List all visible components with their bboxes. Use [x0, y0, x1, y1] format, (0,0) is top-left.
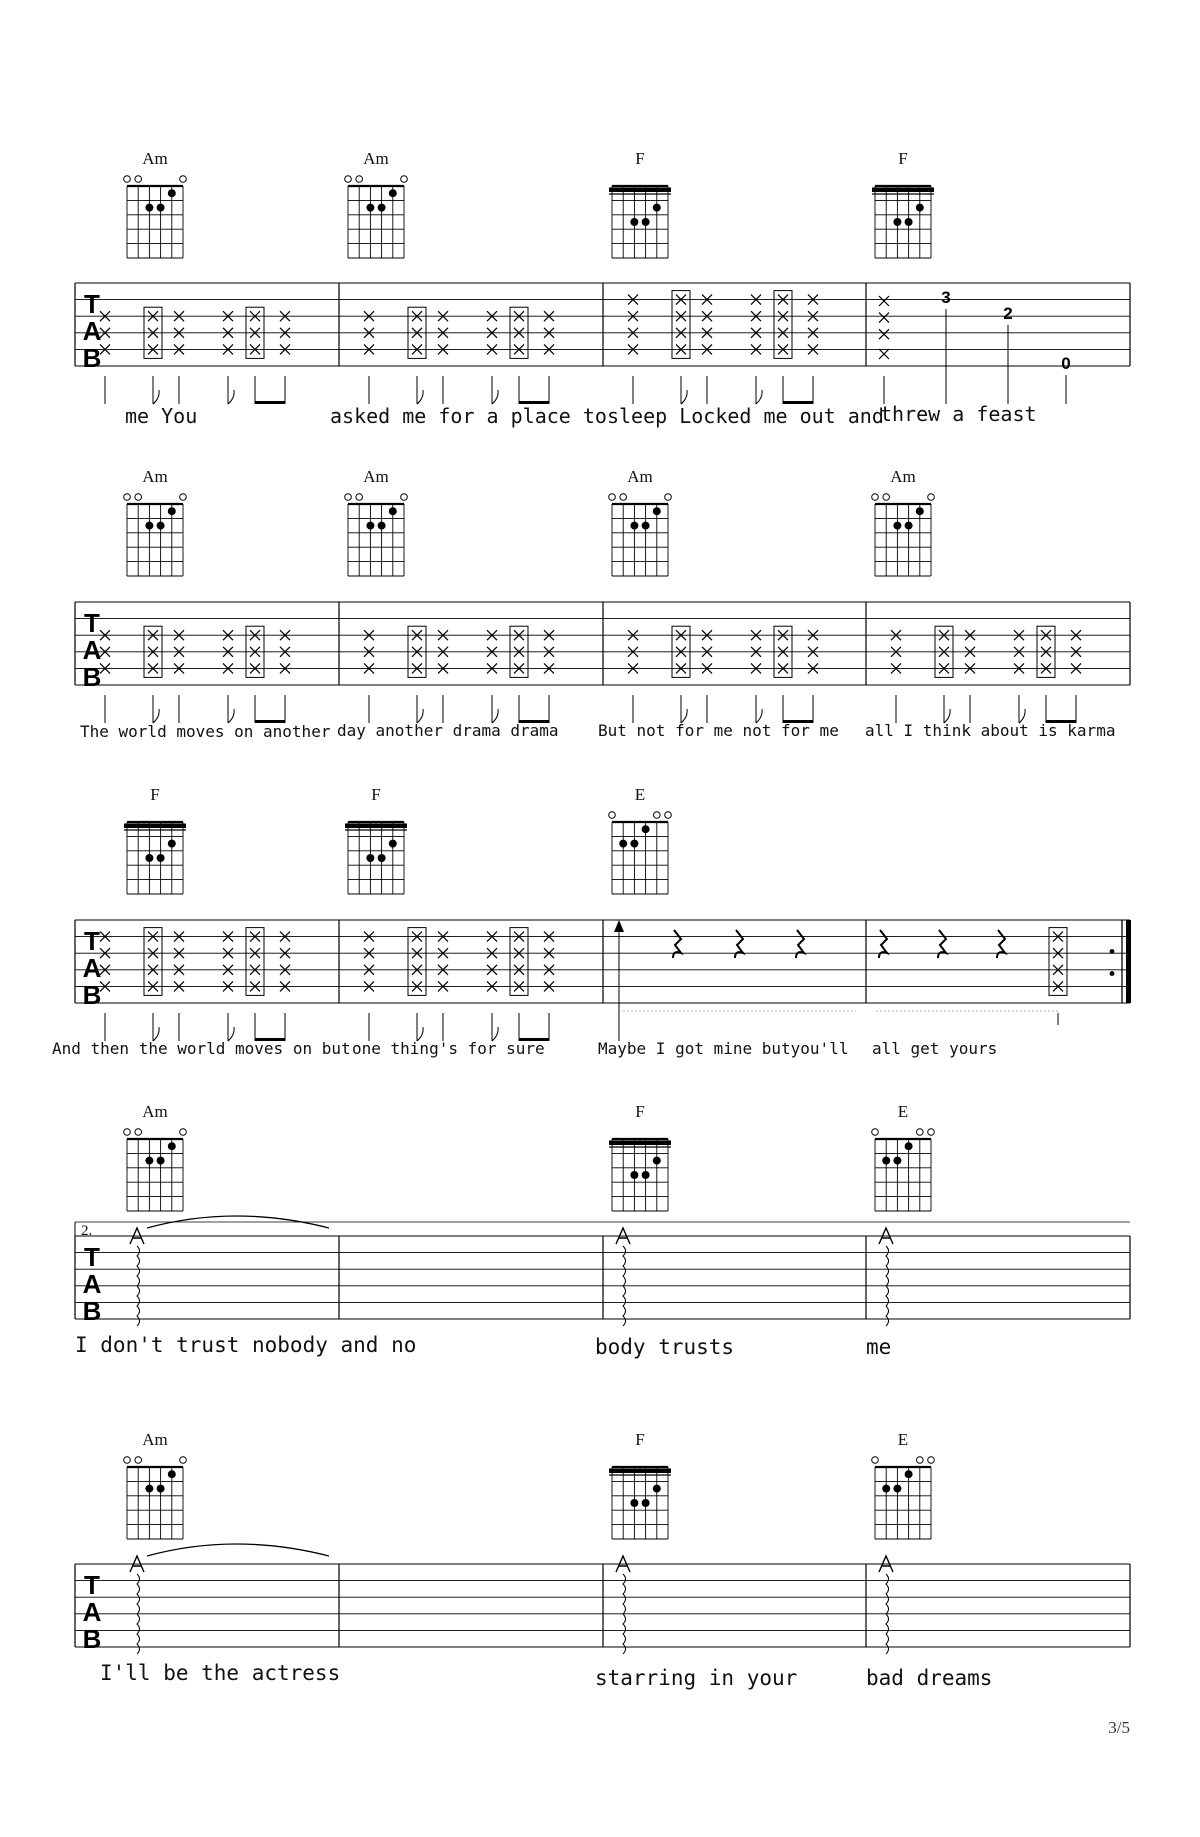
quarter-rest — [938, 930, 946, 958]
dead-note-x — [879, 349, 889, 359]
open-string-mark — [180, 494, 187, 501]
open-string-mark — [401, 494, 408, 501]
open-string-mark — [135, 1457, 142, 1464]
repeat-thick-bar — [1126, 920, 1131, 1003]
system-row — [75, 1544, 1130, 1690]
chord-name: Am — [142, 467, 168, 486]
lyric-text: day another drama drama — [337, 721, 559, 740]
tab-clef-b: B — [82, 1296, 102, 1326]
chord-name: Am — [363, 149, 389, 168]
lyric-text: body trusts — [595, 1335, 735, 1359]
open-string-mark — [609, 494, 616, 501]
quarter-rest — [673, 930, 681, 958]
finger-dot — [893, 1485, 901, 1493]
open-string-mark — [917, 1129, 924, 1136]
chord-name: E — [634, 785, 646, 804]
tab-clef-t: T — [84, 608, 100, 638]
open-string-mark — [356, 176, 363, 183]
finger-dot — [378, 204, 386, 212]
lyric-text: all get yours — [872, 1039, 998, 1058]
finger-dot — [145, 522, 153, 530]
chord-diagram — [872, 1430, 935, 1539]
finger-dot — [916, 507, 924, 515]
finger-dot — [145, 1157, 153, 1165]
finger-dot — [145, 1485, 153, 1493]
finger-dot — [630, 522, 638, 530]
open-string-mark — [124, 176, 131, 183]
tab-clef-t: T — [84, 926, 100, 956]
lyric-text: And then the world moves on but — [52, 1039, 351, 1058]
system-row — [75, 1216, 1130, 1359]
finger-dot — [905, 522, 913, 530]
barre-bar — [609, 1141, 671, 1146]
chord-diagram — [872, 467, 935, 576]
finger-dot — [642, 218, 650, 226]
tab-clef-a: A — [82, 953, 102, 983]
finger-dot — [157, 522, 165, 530]
chord-diagram — [124, 1430, 187, 1539]
tab-clef-a: A — [82, 635, 102, 665]
finger-dot — [168, 507, 176, 515]
open-string-mark — [124, 1129, 131, 1136]
accent-box — [246, 928, 264, 996]
finger-dot — [168, 840, 176, 848]
finger-dot — [378, 522, 386, 530]
dead-note-x — [879, 296, 889, 306]
chord-diagram — [609, 467, 672, 576]
quarter-rest — [735, 930, 743, 958]
chord-name: Am — [142, 149, 168, 168]
lyric-text: one thing's for sure — [352, 1039, 545, 1058]
chord-diagram — [124, 149, 187, 258]
accent-box — [510, 928, 528, 996]
eighth-flag — [228, 390, 234, 404]
barre-bar — [609, 188, 671, 193]
chord-name: E — [897, 1430, 909, 1449]
lyric-text: bad dreams — [866, 1666, 993, 1690]
chord-name: Am — [363, 467, 389, 486]
finger-dot — [619, 840, 627, 848]
barre-bar — [124, 824, 186, 829]
finger-dot — [157, 1485, 165, 1493]
eighth-flag — [417, 390, 423, 404]
finger-dot — [630, 1499, 638, 1507]
finger-dot — [168, 1142, 176, 1150]
open-string-mark — [620, 494, 627, 501]
eighth-flag — [681, 390, 687, 404]
system-row — [52, 920, 1131, 1058]
open-string-mark — [180, 1129, 187, 1136]
accent-box — [774, 291, 792, 359]
finger-dot — [642, 1171, 650, 1179]
open-string-mark — [345, 494, 352, 501]
tab-clef-b: B — [82, 662, 102, 692]
finger-dot — [630, 1171, 638, 1179]
finger-dot — [366, 854, 374, 862]
open-string-mark — [180, 176, 187, 183]
tab-clef-a: A — [82, 1269, 102, 1299]
eighth-flag — [153, 390, 159, 404]
chord-name: F — [635, 149, 645, 168]
finger-dot — [882, 1485, 890, 1493]
lyric-text: The world moves on another — [80, 722, 331, 741]
fret-number: 0 — [1061, 354, 1071, 373]
finger-dot — [145, 204, 153, 212]
finger-dot — [905, 1470, 913, 1478]
open-string-mark — [401, 176, 408, 183]
chord-diagram — [872, 149, 934, 258]
open-string-mark — [356, 494, 363, 501]
quarter-rest — [796, 930, 804, 958]
chord-diagram — [609, 1102, 671, 1211]
open-string-mark — [345, 176, 352, 183]
open-string-mark — [928, 494, 935, 501]
eighth-flag — [228, 709, 234, 723]
finger-dot — [642, 522, 650, 530]
lyric-text: Maybe I got mine butyou'll — [598, 1039, 849, 1058]
open-string-mark — [872, 1129, 879, 1136]
open-string-mark — [180, 1457, 187, 1464]
chord-name: F — [150, 785, 160, 804]
open-string-mark — [124, 1457, 131, 1464]
open-string-mark — [872, 494, 879, 501]
accent-box — [408, 928, 426, 996]
finger-dot — [157, 854, 165, 862]
chord-name: Am — [627, 467, 653, 486]
finger-dot — [893, 1157, 901, 1165]
chord-name: Am — [142, 1430, 168, 1449]
repeat-dot — [1110, 949, 1115, 954]
quarter-rest — [997, 930, 1005, 958]
repeat-dot — [1110, 971, 1115, 976]
finger-dot — [642, 1499, 650, 1507]
chord-name: E — [897, 1102, 909, 1121]
chord-diagram — [872, 1102, 935, 1211]
tab-clef-b: B — [82, 980, 102, 1010]
chord-diagram — [345, 785, 407, 894]
open-string-mark — [917, 1457, 924, 1464]
lyric-text: asked me for a place tosleep Locked me out and — [330, 404, 884, 428]
eighth-flag — [492, 390, 498, 404]
chord-diagram — [124, 467, 187, 576]
accent-box — [1049, 928, 1067, 996]
finger-dot — [893, 218, 901, 226]
chord-diagram — [124, 785, 186, 894]
open-string-mark — [135, 494, 142, 501]
finger-dot — [642, 825, 650, 833]
dead-note-x — [879, 313, 889, 323]
chord-name: F — [635, 1102, 645, 1121]
tab-clef-a: A — [82, 316, 102, 346]
finger-dot — [630, 218, 638, 226]
finger-dot — [905, 1142, 913, 1150]
open-string-mark — [135, 176, 142, 183]
barre-bar — [345, 824, 407, 829]
finger-dot — [157, 1157, 165, 1165]
chord-diagram — [345, 149, 408, 258]
chord-name: F — [898, 149, 908, 168]
barre-bar — [872, 188, 934, 193]
finger-dot — [653, 1485, 661, 1493]
quarter-rest — [879, 930, 887, 958]
volta-number: 2. — [81, 1223, 93, 1239]
barre-bar — [609, 1469, 671, 1474]
finger-dot — [916, 204, 924, 212]
tab-clef-t: T — [84, 289, 100, 319]
lyric-text: me — [866, 1335, 892, 1359]
tab-clef-t: T — [84, 1570, 100, 1600]
finger-dot — [389, 189, 397, 197]
finger-dot — [893, 522, 901, 530]
open-string-mark — [124, 494, 131, 501]
open-string-mark — [872, 1457, 879, 1464]
open-string-mark — [665, 812, 672, 819]
system-row — [75, 283, 1130, 428]
finger-dot — [168, 1470, 176, 1478]
chord-name: Am — [142, 1102, 168, 1121]
open-string-mark — [609, 812, 616, 819]
lyric-text: starring in your — [595, 1666, 798, 1690]
page-number: 3/5 — [1108, 1718, 1130, 1737]
lyric-text: I don't trust nobody and no — [75, 1333, 417, 1357]
open-string-mark — [135, 1129, 142, 1136]
chord-diagram — [609, 1430, 671, 1539]
finger-dot — [378, 854, 386, 862]
finger-dot — [653, 204, 661, 212]
chord-diagram — [345, 467, 408, 576]
finger-dot — [653, 507, 661, 515]
finger-dot — [389, 507, 397, 515]
finger-dot — [168, 189, 176, 197]
accent-box — [672, 291, 690, 359]
lyric-text: all I think about is karma — [865, 721, 1116, 740]
finger-dot — [157, 204, 165, 212]
tab-clef-b: B — [82, 343, 102, 373]
tab-clef-a: A — [82, 1597, 102, 1627]
tab-clef-t: T — [84, 1242, 100, 1272]
finger-dot — [882, 1157, 890, 1165]
lyric-text: me You — [125, 404, 198, 428]
finger-dot — [905, 218, 913, 226]
eighth-flag — [756, 390, 762, 404]
system-row — [75, 602, 1130, 741]
finger-dot — [145, 854, 153, 862]
finger-dot — [389, 840, 397, 848]
lyric-text: threw a feast — [880, 402, 1037, 426]
lyric-text: I'll be the actress — [100, 1661, 341, 1685]
strum-arrow — [614, 920, 624, 932]
finger-dot — [366, 204, 374, 212]
finger-dot — [653, 1157, 661, 1165]
open-string-mark — [883, 494, 890, 501]
lyric-text: But not for me not for me — [598, 721, 839, 740]
eighth-flag — [153, 709, 159, 723]
open-string-mark — [654, 812, 661, 819]
chord-name: Am — [890, 467, 916, 486]
accent-box — [144, 928, 162, 996]
chord-diagram — [609, 785, 672, 894]
beam — [255, 401, 285, 404]
fret-number: 3 — [941, 288, 951, 307]
chord-diagram — [124, 1102, 187, 1211]
chord-name: F — [371, 785, 381, 804]
chord-diagram — [609, 149, 671, 258]
open-string-mark — [928, 1457, 935, 1464]
slur — [147, 1544, 329, 1556]
open-string-mark — [928, 1129, 935, 1136]
finger-dot — [366, 522, 374, 530]
fret-number: 2 — [1003, 304, 1013, 323]
open-string-mark — [665, 494, 672, 501]
tab-clef-b: B — [82, 1624, 102, 1654]
dead-note-x — [879, 329, 889, 339]
finger-dot — [630, 840, 638, 848]
chord-name: F — [635, 1430, 645, 1449]
